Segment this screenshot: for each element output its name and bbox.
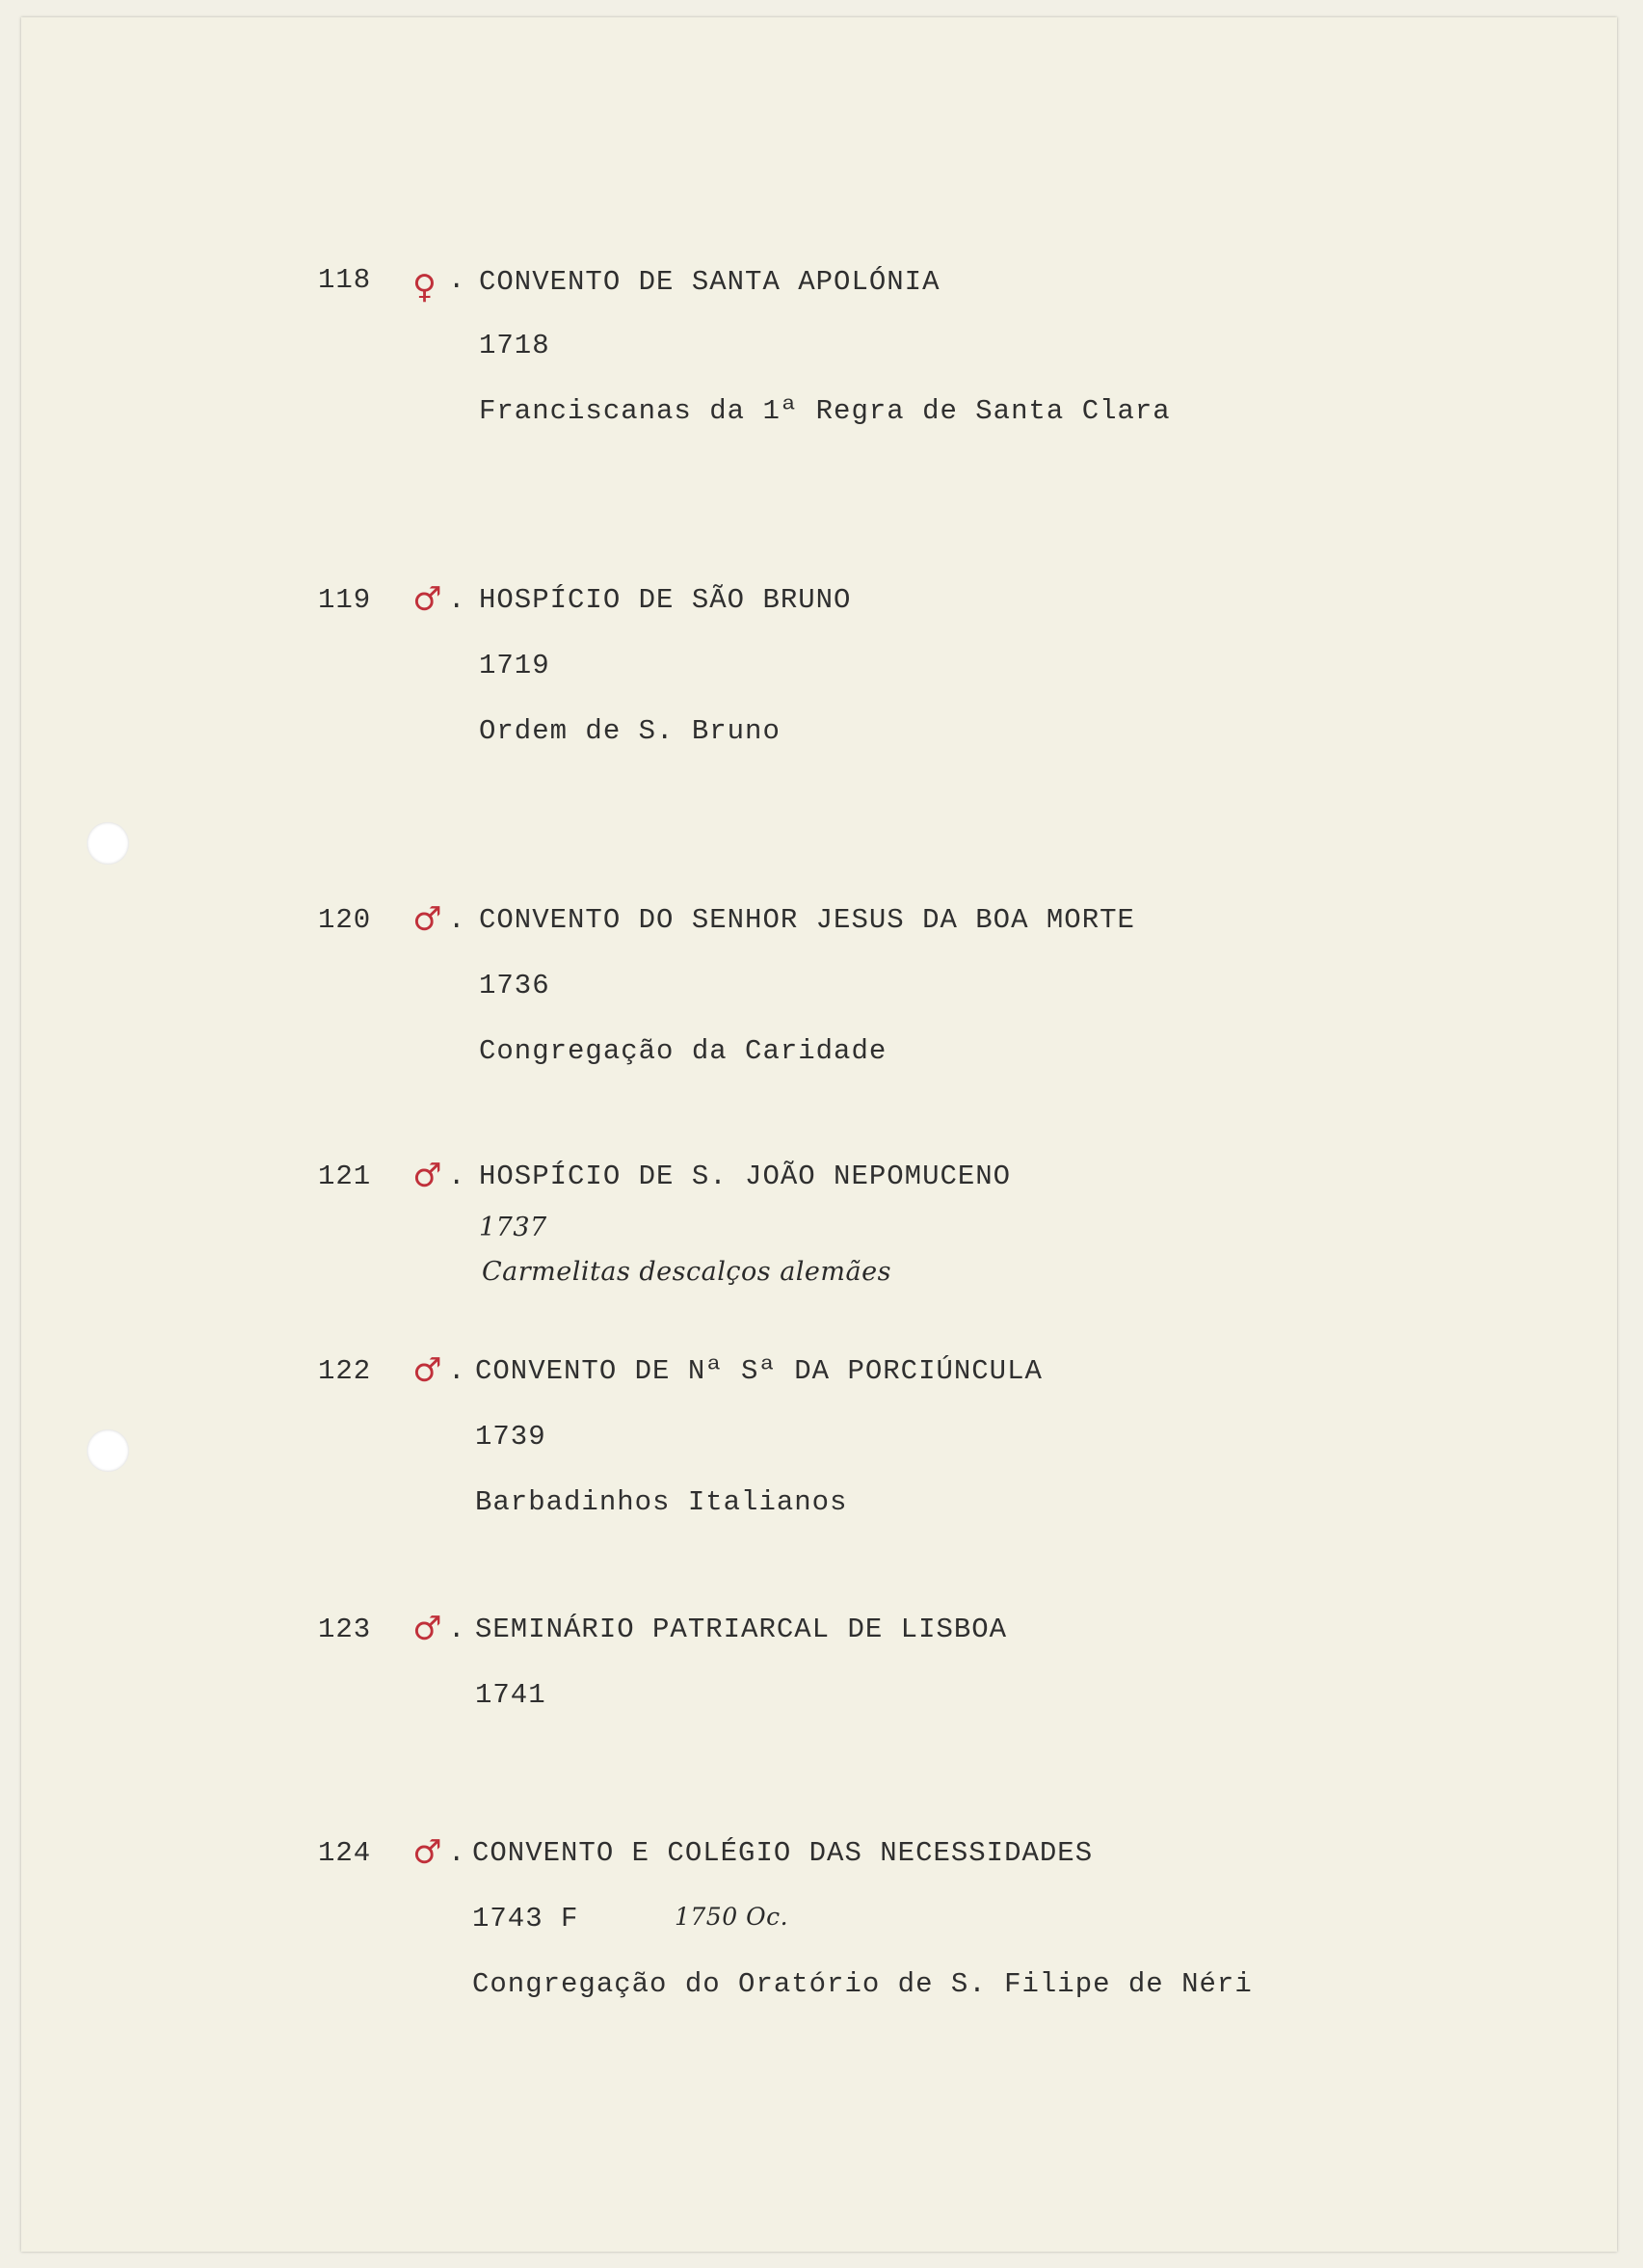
entry-number: 124 — [318, 1837, 372, 1869]
entry-description: Franciscanas da 1ª Regra de Santa Clara — [479, 395, 1171, 427]
punch-hole — [87, 822, 129, 865]
separator-dot: . — [448, 1614, 466, 1645]
female-symbol-icon: ♀ — [412, 268, 437, 307]
entry-year: 1736 — [479, 970, 550, 1001]
entry-description-handwritten: Carmelitas descalços alemães — [482, 1257, 891, 1287]
male-symbol-icon: ♂ — [412, 900, 443, 939]
separator-dot: . — [448, 904, 466, 936]
document-page — [21, 17, 1617, 2252]
separator-dot: . — [448, 1161, 466, 1192]
entry-year: 1718 — [479, 330, 550, 361]
separator-dot: . — [448, 1355, 466, 1387]
entry-year: 1719 — [479, 650, 550, 681]
male-symbol-icon: ♂ — [412, 1610, 443, 1648]
entry-year: 1741 — [475, 1679, 546, 1711]
male-symbol-icon: ♂ — [412, 580, 443, 619]
separator-dot: . — [448, 1837, 466, 1869]
entry-description: Barbadinhos Italianos — [475, 1486, 848, 1518]
male-symbol-icon: ♂ — [412, 1833, 443, 1872]
entry-number: 118 — [318, 264, 372, 296]
entry-title: CONVENTO DO SENHOR JESUS DA BOA MORTE — [479, 904, 1135, 936]
entry-description: Congregação da Caridade — [479, 1035, 888, 1067]
entry-number: 121 — [318, 1161, 372, 1192]
separator-dot: . — [448, 584, 466, 616]
entry-title: CONVENTO E COLÉGIO DAS NECESSIDADES — [472, 1837, 1094, 1869]
entry-title: CONVENTO DE SANTA APOLÓNIA — [479, 266, 941, 298]
entry-title: CONVENTO DE Nª Sª DA PORCIÚNCULA — [475, 1355, 1043, 1387]
entry-number: 120 — [318, 904, 372, 936]
entry-description: Congregação do Oratório de S. Filipe de Néri — [472, 1968, 1253, 2000]
entry-number: 119 — [318, 584, 372, 616]
entry-title: HOSPÍCIO DE S. JOÃO NEPOMUCENO — [479, 1161, 1012, 1192]
separator-dot: . — [448, 264, 466, 296]
entry-title: SEMINÁRIO PATRIARCAL DE LISBOA — [475, 1614, 1008, 1645]
entry-year: 1743 F — [472, 1903, 579, 1934]
male-symbol-icon: ♂ — [412, 1351, 443, 1390]
punch-hole — [87, 1429, 129, 1472]
entry-title: HOSPÍCIO DE SÃO BRUNO — [479, 584, 852, 616]
entry-year: 1739 — [475, 1421, 546, 1453]
entry-year-note-handwritten: 1750 Oc. — [675, 1903, 789, 1931]
entry-number: 122 — [318, 1355, 372, 1387]
entry-description: Ordem de S. Bruno — [479, 715, 781, 747]
male-symbol-icon: ♂ — [412, 1157, 443, 1195]
entry-number: 123 — [318, 1614, 372, 1645]
entry-year-handwritten: 1737 — [479, 1213, 547, 1242]
